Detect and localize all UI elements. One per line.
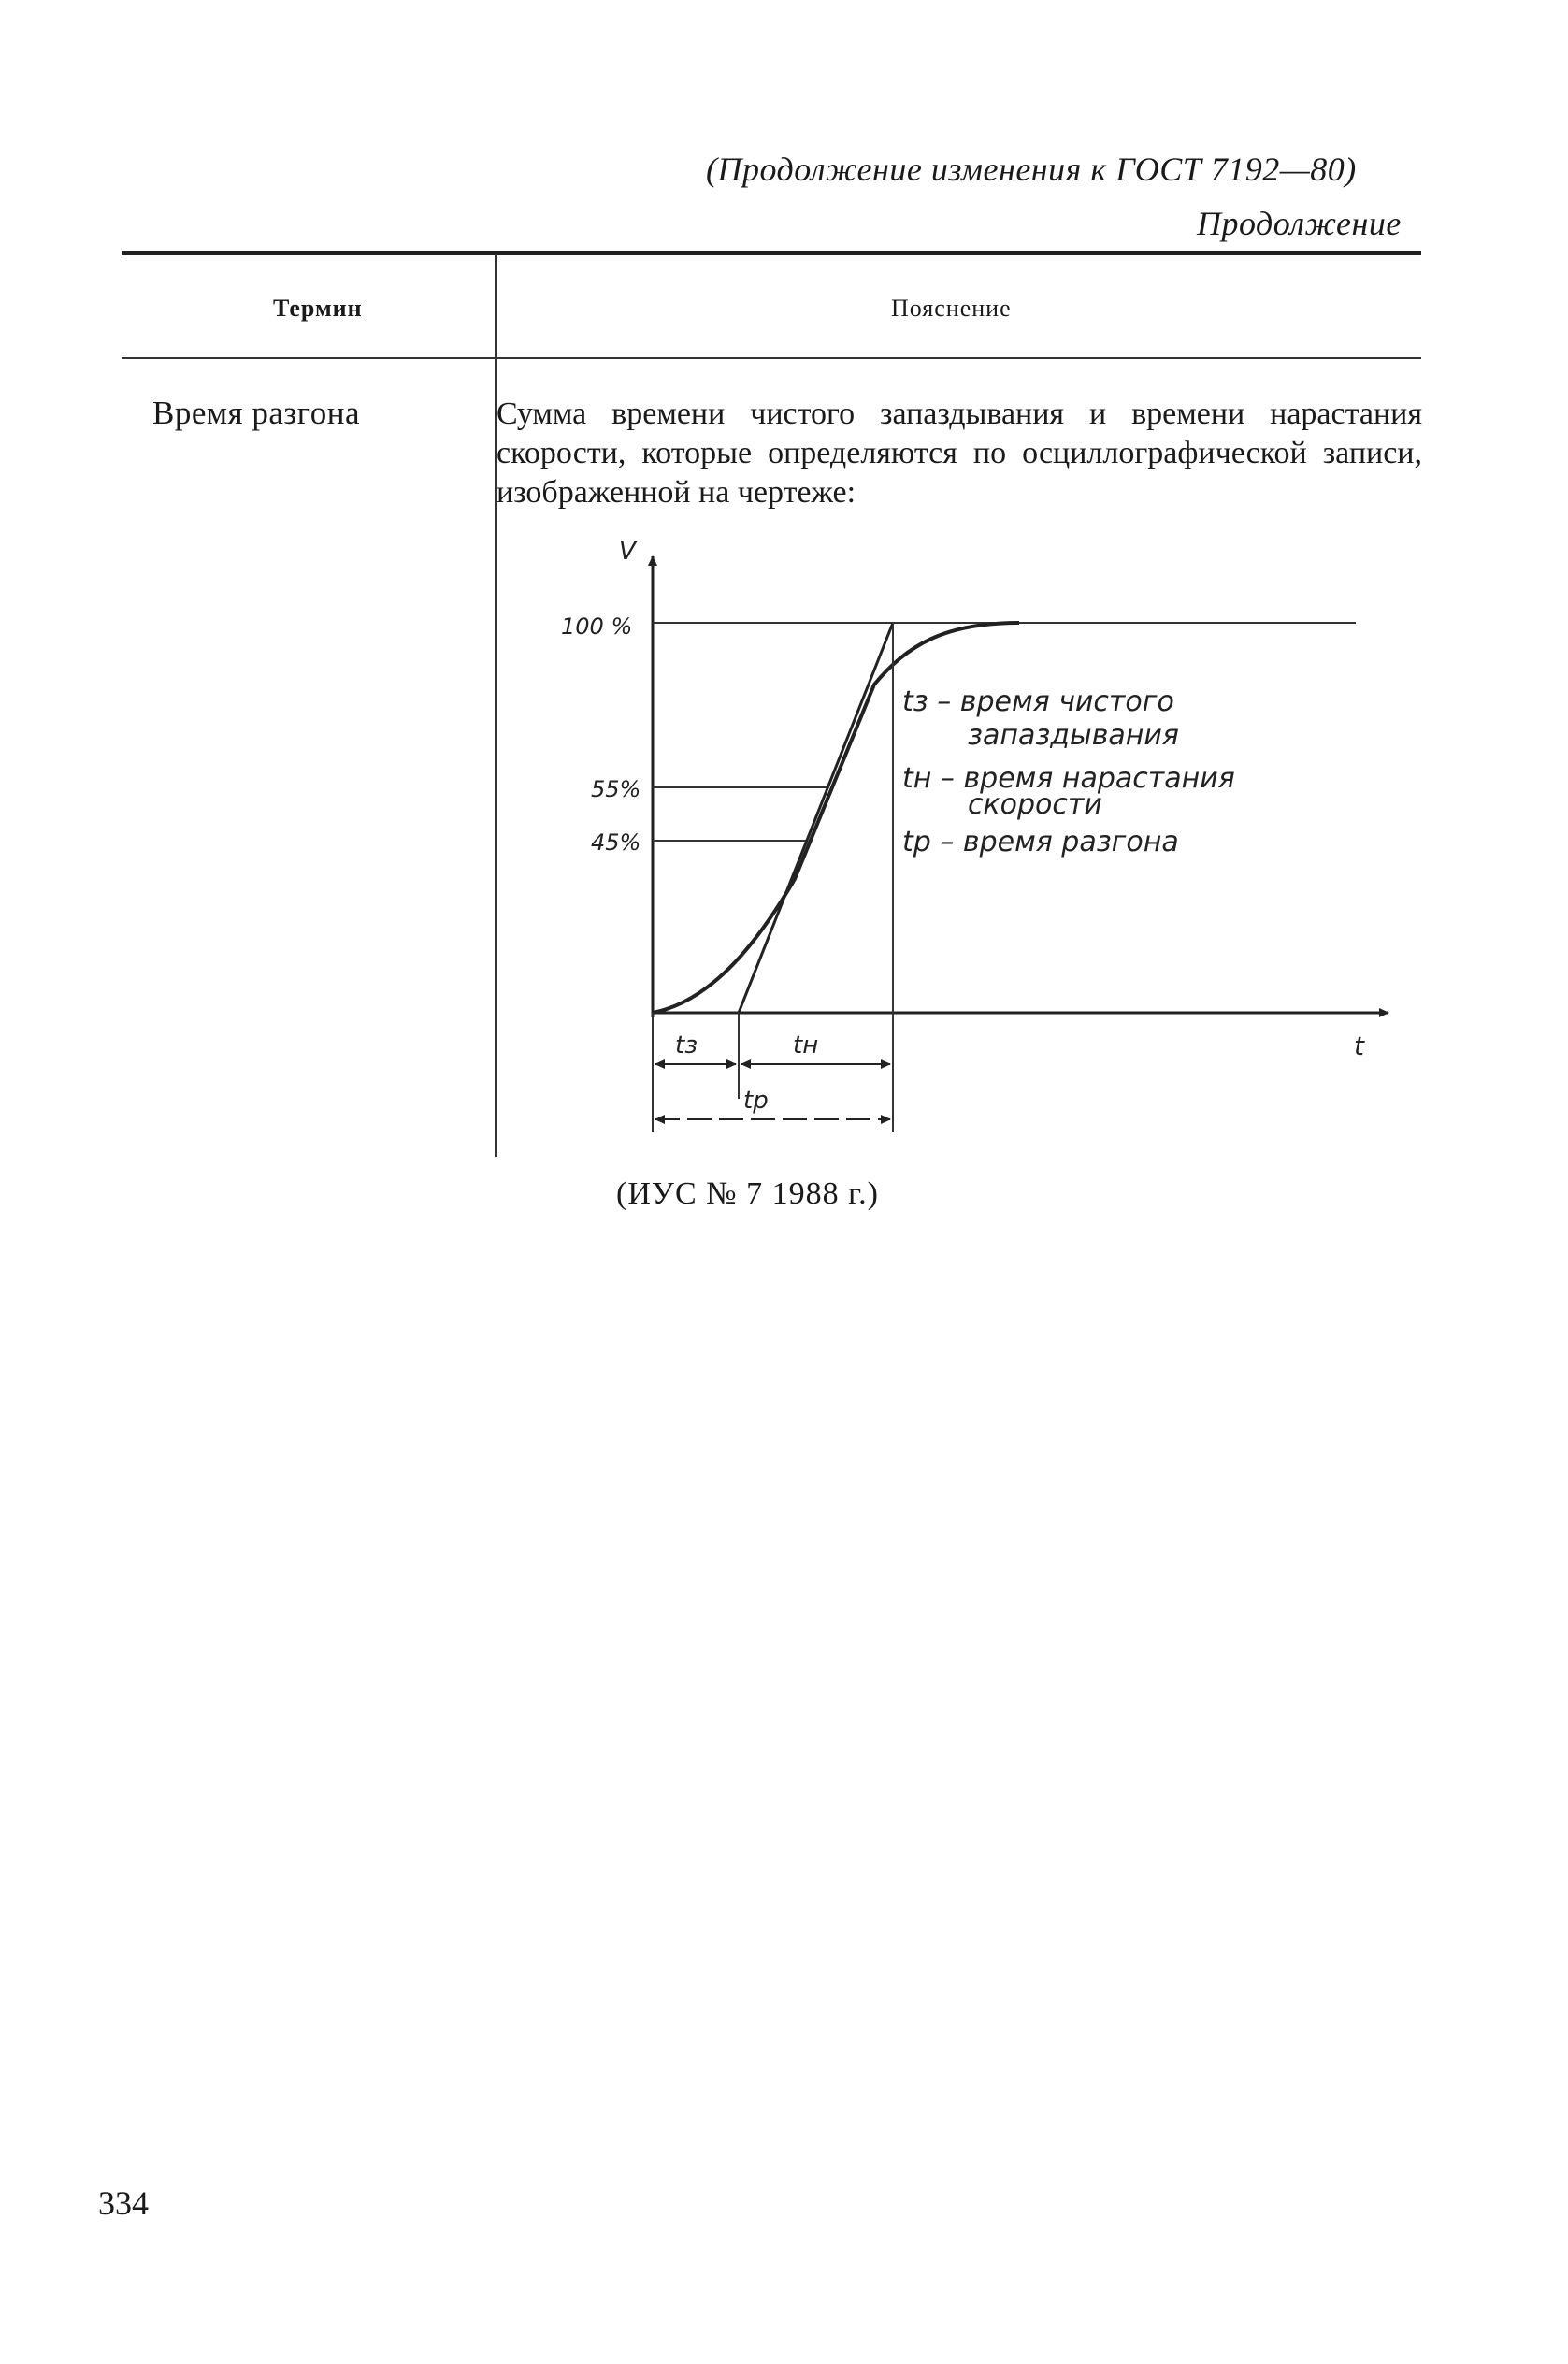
figure-legend — [902, 685, 1235, 858]
legend-tn-text: время нарастания — [963, 762, 1235, 795]
oscillogram-figure — [542, 524, 1421, 1141]
legend-tz-text: время чистого — [959, 685, 1174, 718]
legend-tn-dash: – — [931, 762, 964, 795]
tangent-line — [739, 623, 893, 1013]
tp-dimension-label: tр — [743, 1087, 769, 1115]
y-axis-label: V — [619, 538, 636, 566]
x-axis-label: t — [1354, 1031, 1364, 1061]
legend-tz-line2: запаздывания — [968, 719, 1179, 752]
page-number: 334 — [98, 2184, 149, 2222]
column-header-explanation: Пояснение — [891, 295, 1012, 322]
explanation-cell — [496, 395, 1422, 512]
legend-tp-text: время разгона — [962, 826, 1179, 858]
table-top-rule — [122, 251, 1421, 255]
legend-tp-symbol: tр — [902, 826, 931, 858]
explanation-text: Сумма времени чистого запаздывания и времени нарастания скорости, которые определяются по осциллографической записи, изображенной на чертеже: — [496, 396, 1422, 510]
column-header-term: Термин — [273, 295, 363, 322]
source-reference: (ИУС № 7 1988 г.) — [616, 1176, 879, 1211]
document-header-title: (Продолжение изменения к ГОСТ 7192—80) — [706, 151, 1357, 188]
table-header-rule — [122, 357, 1421, 359]
level-55-label: 55% — [591, 776, 641, 802]
tn-dimension-label: tн — [793, 1031, 819, 1059]
legend-tz-symbol: tз — [902, 685, 928, 718]
legend-tp-line1 — [902, 826, 1179, 858]
level-45-label: 45% — [591, 829, 641, 856]
legend-tz-line1 — [902, 685, 1174, 718]
term-cell: Время разгона — [152, 395, 360, 431]
tz-dimension-label: tз — [675, 1031, 698, 1059]
legend-tz-dash: – — [928, 685, 960, 718]
continuation-label: Продолжение — [1197, 205, 1402, 242]
legend-tn-symbol: tн — [902, 762, 932, 795]
level-100-label: 100 % — [561, 613, 633, 640]
table-column-divider — [495, 254, 497, 1157]
legend-tp-dash: – — [930, 826, 963, 858]
acceleration-curve — [653, 623, 1019, 1013]
legend-tn-line2: скорости — [968, 788, 1102, 821]
